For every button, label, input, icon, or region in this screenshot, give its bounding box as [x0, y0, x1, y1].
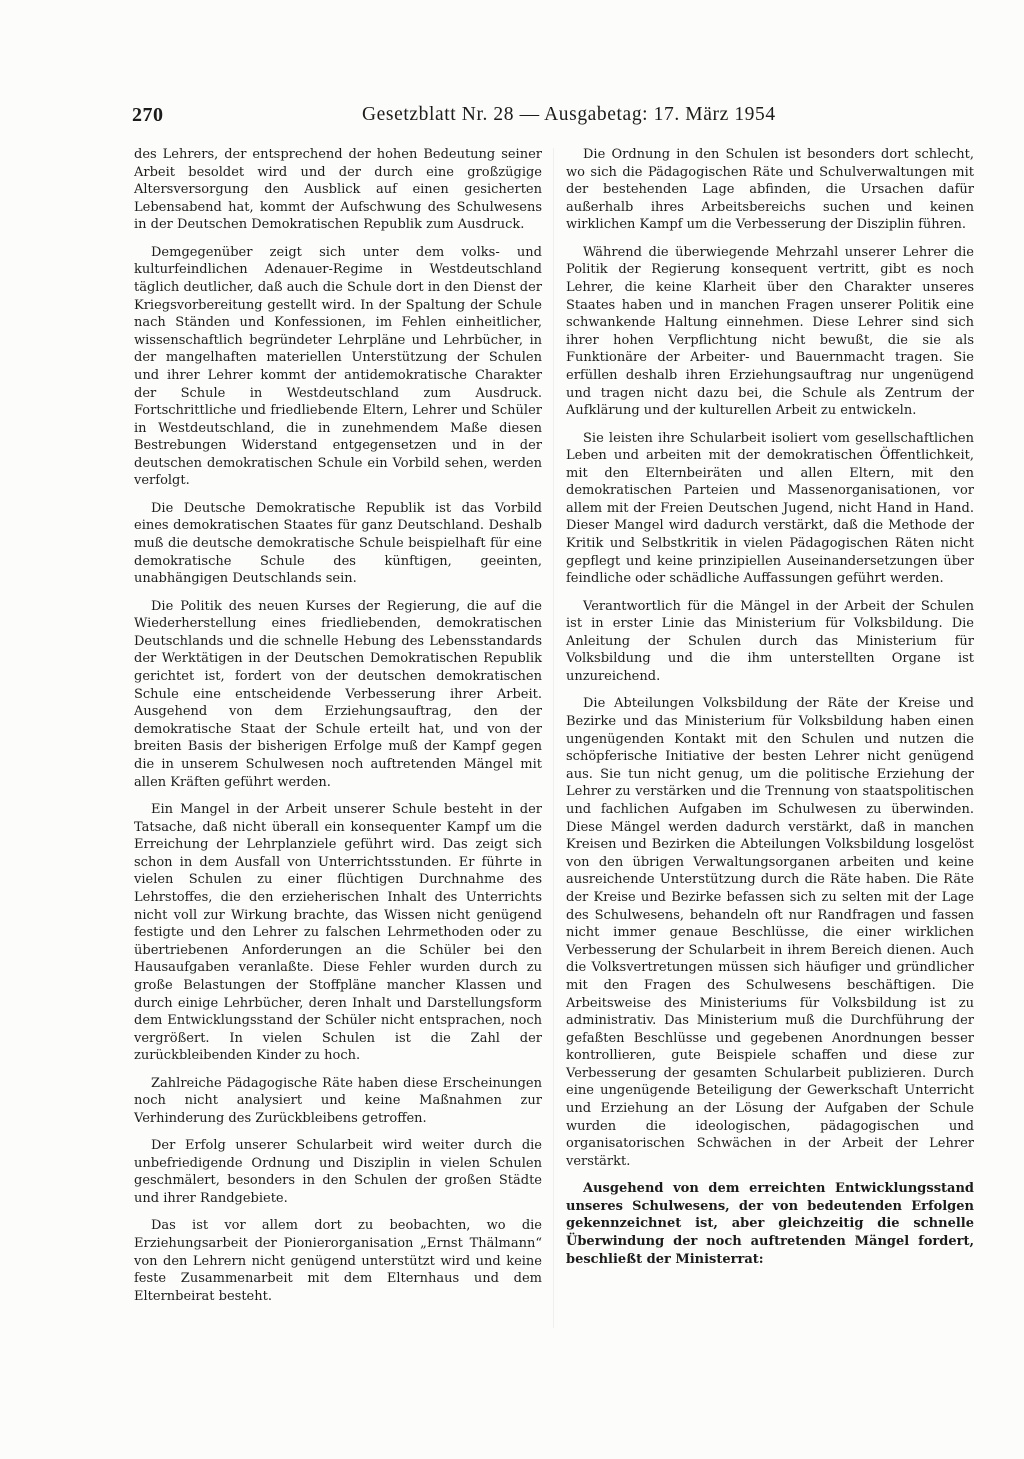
paragraph: des Lehrers, der entsprechend der hohen Bedeutung seiner Arbeit besoldet wird und der durch eine großzügige Altersversorgung den Ausblick auf einen gesicherten Lebensabend hat, kommt der Aufschwung des Schulwesens in der Deutschen Demokratischen Republik zum Ausdruck. [134, 147, 542, 233]
paragraph: Die Deutsche Demokratische Republik ist das Vorbild eines demokratischen Staates für ganz Deutschland. Deshalb muß die deutsche demokratische Schule beispielhaft für eine demokratische Schule des künftigen, geeinten, unabhängigen Deutschlands sein. [134, 500, 542, 587]
paragraph: Ein Mangel in der Arbeit unserer Schule besteht in der Tatsache, daß nicht überall ein konsequenter Kampf um die Erreichung der Lehrplanziele geführt wird. Das zeigt sich schon in dem Ausfall von Unterrichtsstunden. Er führte in vielen Schulen zu einer flüchtigen Durchnahme des Lehrstoffes, die den erzieherischen Inhalt des Unterrichts nicht voll zur Wirkung brachte, das Wissen nicht genügend festigte und den Lehrer zu falschen Lehrmethoden oder zu übertriebenen Anforderungen an die Schüler bei den Hausaufgaben veranlaßte. Diese Fehler wurden durch zu große Belastungen der Stoffpläne mancher Klassen und durch einige Lehrbücher, deren Inhalt und Darstellungsform dem Entwicklungsstand der Schüler nicht entsprachen, noch vergrößert. In vielen Schulen ist die Zahl der zurückbleibenden Kinder zu hoch. [134, 801, 542, 1064]
paragraph: Verantwortlich für die Mängel in der Arbeit der Schulen ist in erster Linie das Ministerium für Volksbildung. Die Anleitung der Schulen durch das Ministerium für Volksbildung und die ihm unterstellten Organe ist unzureichend. [566, 598, 974, 685]
closing-paragraph: Ausgehend von dem erreichten Entwicklungsstand unseres Schulwesens, der von bedeutenden Erfolgen gekennzeichnet ist, aber gleichzeitig die schnelle Überwindung der noch auftretenden Mängel fordert, beschließt der Ministerrat: [566, 1181, 974, 1267]
paragraph: Die Politik des neuen Kurses der Regierung, die auf die Wiederherstellung eines friedliebenden, demokratischen Deutschlands und die schnelle Hebung des Lebensstandards der Werktätigen in der Deutschen Demokratischen Republik gerichtet ist, fordert von der deutschen demokratischen Schule eine entscheidende Verbesserung ihrer Arbeit. Ausgehend von dem Erziehungsauftrag, den der demokratische Staat der Schule erteilt hat, und von der breiten Basis der bisherigen Erfolge muß der Kampf gegen die in unserem Schulwesen noch auftretenden Mängel mit allen Kräften geführt werden. [134, 598, 542, 790]
left-column [134, 146, 542, 1315]
page-header [132, 104, 984, 134]
column-divider [553, 148, 554, 1328]
paragraph: Sie leisten ihre Schularbeit isoliert vom gesellschaftlichen Leben und arbeiten mit der demokratischen Öffentlichkeit, mit den Elternbeiräten und allen Eltern, mit den demokratischen Parteien und Massenorganisationen, vor allem mit der Freien Deutschen Jugend, nicht Hand in Hand. Dieser Mangel wird dadurch verstärkt, daß die Methode der Kritik und Selbstkritik in vielen Pädagogischen Räten nicht gepflegt und keine prinzipiellen Auseinandersetzungen über feindliche oder schädliche Auffassungen geführt werden. [566, 430, 974, 587]
paragraph: Während die überwiegende Mehrzahl unserer Lehrer die Politik der Regierung konsequent vertritt, gibt es noch Lehrer, die keine Klarheit über den Charakter unseres Staates haben und in manchen Fragen unserer Politik eine schwankende Haltung einnehmen. Diese Lehrer sind sich ihrer hohen Verpflichtung nicht bewußt, die sie als Funktionäre der Arbeiter- und Bauernmacht tragen. Sie erfüllen deshalb ihren Erziehungsauftrag nur ungenügend und tragen nicht dazu bei, die Schule als Zentrum der Aufklärung und der kulturellen Arbeit zu entwickeln. [566, 244, 974, 419]
paragraph: Das ist vor allem dort zu beobachten, wo die Erziehungsarbeit der Pionierorganisation „Ernst Thälmann“ von den Lehrern nicht genügend unterstützt wird und keine feste Zusammenarbeit mit dem Elternhaus und dem Elternbeirat besteht. [134, 1218, 542, 1304]
paragraph: Der Erfolg unserer Schularbeit wird weiter durch die unbefriedigende Ordnung und Disziplin in vielen Schulen geschmälert, besonders in den Schulen der großen Städte und ihrer Randgebiete. [134, 1138, 542, 1207]
paragraph: Zahlreiche Pädagogische Räte haben diese Erscheinungen noch nicht analysiert und keine Maßnahmen zur Verhinderung des Zurückbleibens getroffen. [134, 1075, 542, 1126]
paragraph: Die Ordnung in den Schulen ist besonders dort schlecht, wo sich die Pädagogischen Räte und Schulverwaltungen mit der bestehenden Lage abfinden, die Ursachen dafür außerhalb ihres Arbeitsbereichs suchen und keinen wirklichen Kampf um die Verbesserung der Disziplin führen. [566, 147, 974, 233]
running-head: Gesetzblatt Nr. 28 — Ausgabetag: 17. März 1954 [362, 104, 776, 125]
right-column [566, 146, 974, 1278]
paragraph: Demgegenüber zeigt sich unter dem volks- und kulturfeindlichen Adenauer-Regime in Westdeutschland täglich deutlicher, daß auch die Schule dort in den Dienst der Kriegsvorbereitung gestellt wird. In der Spaltung der Schule nach Ständen und Konfessionen, im Fehlen einheitlicher, wissenschaftlich begründeter Lehrpläne und Lehrbücher, in der mangelhaften materiellen Unterstützung der Schulen und ihrer Lehrer kommt der antidemokratische Charakter der Schule in Westdeutschland zum Ausdruck. Fortschrittliche und friedliebende Eltern, Lehrer und Schüler in Westdeutschland, die in zunehmendem Maße diesen Bestrebungen Widerstand entgegensetzen und in der deutschen demokratischen Schule ein Vorbild sehen, werden verfolgt. [134, 244, 542, 489]
paragraph: Die Abteilungen Volksbildung der Räte der Kreise und Bezirke und das Ministerium für Volksbildung haben einen ungenügenden Kontakt mit den Schulen und nutzen die schöpferische Initiative der besten Lehrer nicht genügend aus. Sie tun nicht genug, um die politische Erziehung der Lehrer zu verstärken und die Trennung von staatspolitischen und fachlichen Aufgaben im Schulwesen zu überwinden. Diese Mängel werden dadurch verstärkt, daß in manchen Kreisen und Bezirken die Abteilungen Volksbildung losgelöst von den übrigen Verwaltungsorganen arbeiten und keine ausreichende Unterstützung durch die Räte haben. Die Räte der Kreise und Bezirke befassen sich zu selten mit der Lage des Schulwesens, behandeln oft nur Randfragen und fassen nicht immer genaue Beschlüsse, die einer wirklichen Verbesserung der Schularbeit in ihrem Bereich dienen. Auch die Volksvertretungen müssen sich häufiger und gründlicher mit den Fragen des Schulwesens beschäftigen. Die Arbeitsweise des Ministeriums für Volksbildung ist zu administrativ. Das Ministerium muß die Durchführung der gefaßten Beschlüsse und gegebenen Anordnungen besser kontrollieren, gute Beispiele schaffen und diese zur Verbesserung der gesamten Schularbeit publizieren. Durch eine ungenügende Beteiligung der Gewerkschaft Unterricht und Erziehung an der Lösung der Aufgaben der Schule wurden die ideologischen, pädagogischen und organisatorischen Schwächen in der Arbeit der Lehrer verstärkt. [566, 696, 974, 1169]
page-number: 270 [132, 104, 164, 126]
